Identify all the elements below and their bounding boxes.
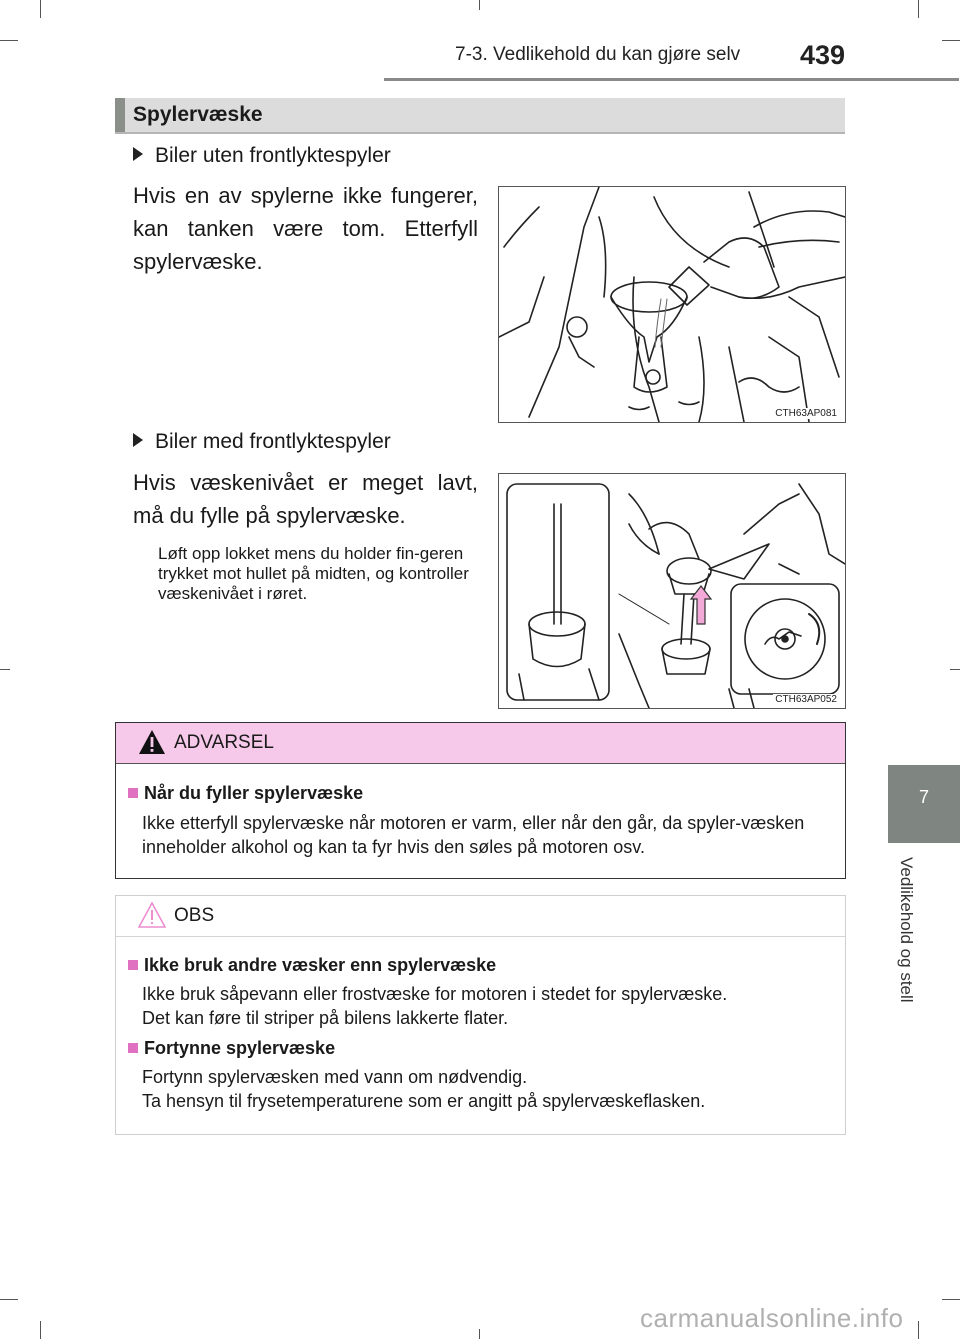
notice-item-heading-1 bbox=[128, 955, 496, 976]
notice-item-heading-2 bbox=[128, 1038, 335, 1059]
notice-item-body-2 bbox=[142, 1065, 832, 1113]
notice-item-heading-text-2: Fortynne spylervæske bbox=[144, 1038, 336, 1058]
note-paragraph: Løft opp lokket mens du holder fin-geren trykket mot hullet på midten, og kontroller væskenivået i røret. bbox=[158, 544, 469, 603]
bullet-text-1: Biler uten frontlyktespyler bbox=[155, 144, 391, 167]
chapter-tab-number: 7 bbox=[918, 787, 929, 807]
crop-mark bbox=[0, 669, 10, 670]
paragraph-1: Hvis en av spylerne ikke fungerer, kan tanken være tom. Etterfyll spylervæske. bbox=[133, 183, 478, 274]
paragraph-2: Hvis væskenivået er meget lavt, må du fylle på spylervæske. bbox=[133, 470, 478, 528]
figure-refill-funnel bbox=[498, 186, 846, 423]
chapter-tab bbox=[888, 765, 960, 843]
pink-square-bullet-icon bbox=[128, 960, 138, 970]
crop-mark bbox=[942, 1299, 960, 1300]
notice-title: OBS bbox=[174, 905, 215, 926]
crop-mark bbox=[918, 1321, 919, 1339]
triangle-bullet-icon bbox=[133, 147, 143, 161]
crop-mark bbox=[950, 669, 960, 670]
bullet-line-2 bbox=[133, 430, 391, 454]
section-title: Spylervæske bbox=[133, 103, 263, 126]
notice-item-line: Det kan føre til striper på bilens lakkerte flater. bbox=[142, 1008, 509, 1028]
chapter-title: 7-3. Vedlikehold du kan gjøre selv bbox=[455, 44, 741, 65]
crop-mark bbox=[0, 1299, 18, 1300]
notice-item-line: Ta hensyn til frysetemperaturene som er angitt på spylervæskeflasken. bbox=[142, 1091, 706, 1111]
notice-item-body-1 bbox=[142, 982, 832, 1030]
chapter-tab-label-wrap bbox=[890, 857, 926, 1037]
funnel-illustration bbox=[499, 187, 845, 422]
notice-item-line: Fortynn spylervæsken med vann om nødvendig. bbox=[142, 1067, 528, 1087]
notice-header bbox=[116, 896, 845, 937]
figure-code-1: CTH63AP081 bbox=[775, 408, 837, 419]
level-check-illustration bbox=[499, 474, 845, 708]
crop-mark bbox=[479, 0, 480, 10]
header-rule bbox=[384, 78, 959, 81]
bullet-line-1 bbox=[133, 144, 391, 168]
warning-box bbox=[115, 722, 846, 879]
figure-code-2: CTH63AP052 bbox=[775, 694, 837, 705]
notice-item-heading-text-1: Ikke bruk andre væsker enn spylervæske bbox=[144, 955, 497, 975]
page-number: 439 bbox=[800, 40, 846, 70]
crop-mark bbox=[40, 0, 41, 18]
crop-mark bbox=[479, 1329, 480, 1339]
bullet-text-2: Biler med frontlyktespyler bbox=[155, 430, 391, 453]
caution-triangle-icon bbox=[138, 902, 166, 928]
crop-mark bbox=[942, 40, 960, 41]
crop-mark bbox=[0, 40, 18, 41]
pink-square-bullet-icon bbox=[128, 1043, 138, 1053]
warning-item-heading bbox=[128, 783, 363, 804]
crop-mark bbox=[40, 1321, 41, 1339]
warning-triangle-icon bbox=[138, 729, 166, 755]
warning-header bbox=[116, 723, 845, 764]
chapter-tab-label: Vedlikehold og stell bbox=[897, 857, 916, 1003]
notice-item-line: Ikke bruk såpevann eller frostvæske for motoren i stedet for spylervæske. bbox=[142, 984, 728, 1004]
pink-square-bullet-icon bbox=[128, 788, 138, 798]
crop-mark bbox=[918, 0, 919, 18]
notice-box bbox=[115, 895, 846, 1135]
triangle-bullet-icon bbox=[133, 433, 143, 447]
warning-title: ADVARSEL bbox=[174, 732, 274, 753]
warning-item-body: Ikke etterfyll spylervæske når motoren er varm, eller når den går, da spyler-væsken inneholder alkohol og kan ta fyr hvis den søles på motoren osv. bbox=[142, 813, 805, 857]
section-heading-bar bbox=[115, 98, 125, 132]
figure-level-check bbox=[498, 473, 846, 709]
warning-item-heading-text: Når du fyller spylervæske bbox=[144, 783, 364, 803]
section-heading bbox=[115, 98, 845, 134]
footer-watermark: carmanualsonline.info bbox=[640, 1303, 904, 1333]
